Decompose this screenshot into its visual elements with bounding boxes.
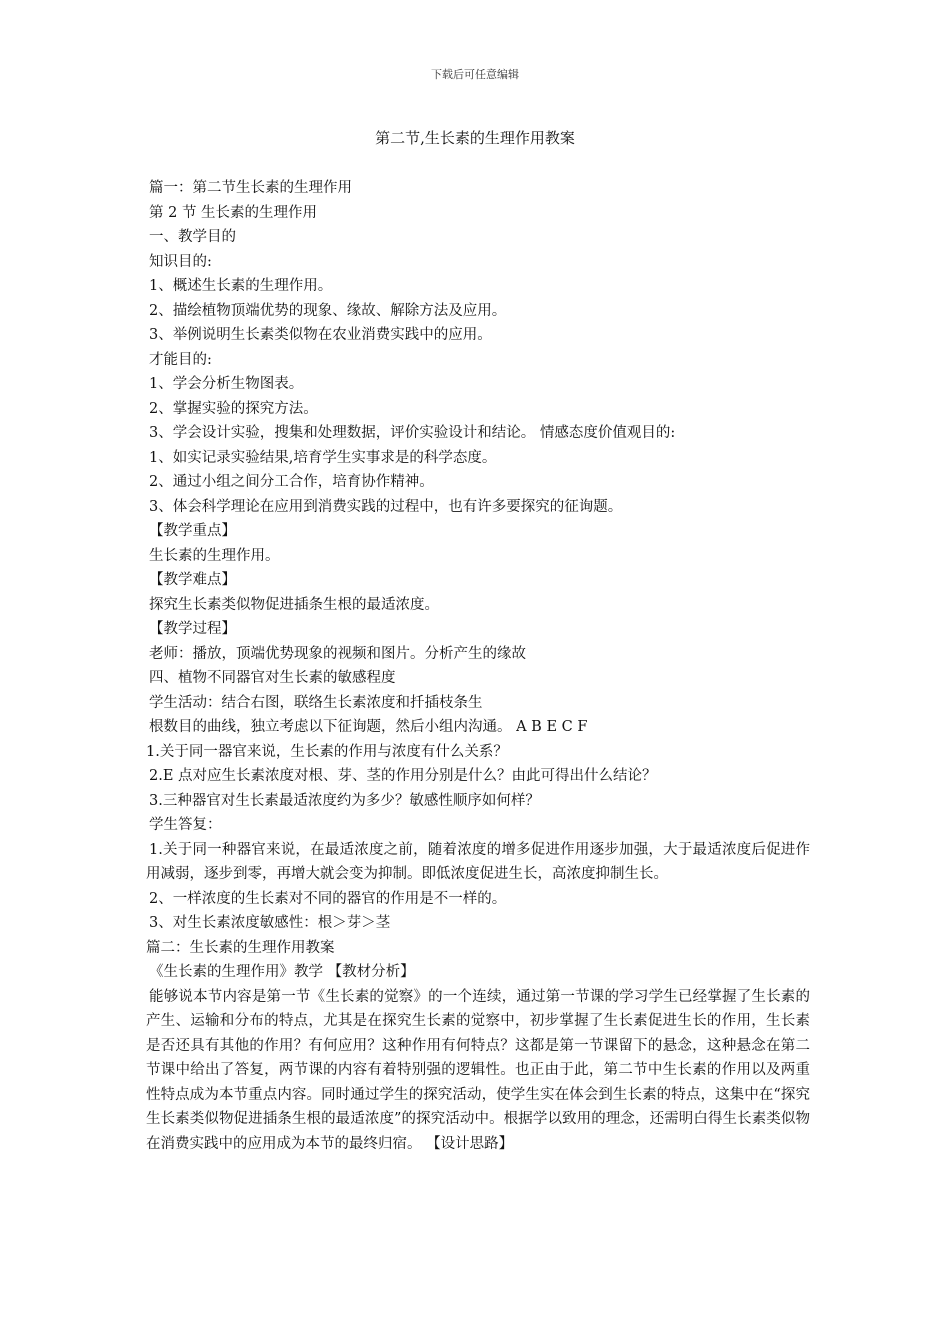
text-line: 第 2 节 生长素的生理作用: [149, 204, 318, 221]
text-line: 2、描绘植物顶端优势的现象、缘故、解除方法及应用。: [149, 302, 507, 319]
text-line: 根数目的曲线，独立考虑以下征询题，然后小组内沟通。 A B E C F: [149, 719, 588, 735]
text-line: 3、举例说明生长素类似物在农业消费实践中的应用。: [149, 327, 492, 343]
text-line: 篇一：第二节生长素的生理作用: [149, 180, 352, 196]
document-body: [146, 176, 810, 1156]
text-line: 3、学会设计实验，搜集和处理数据，评价实验设计和结论。 情感态度价值观目的:: [149, 425, 676, 441]
section-heading: 【教学过程】: [149, 621, 236, 637]
text-line: 《生长素的生理作用》教学 【教材分析】: [149, 964, 415, 980]
section-heading: 篇二：生长素的生理作用教案: [146, 939, 335, 956]
answer-paragraph: 1.关于同一种器官来说，在最适浓度之前，随着浓度的增多促进作用逐步加强，大于最适浓度后促进作用减弱，逐步到零，再增大就会变为抑制。即低浓度促进生长，高浓度抑制生长。: [146, 841, 810, 882]
section-heading: 【教学难点】: [149, 572, 236, 588]
text-line: 2、通过小组之间分工合作，培育协作精神。: [149, 474, 434, 490]
text-line: 一、教学目的: [149, 229, 236, 245]
text-line: 3、对生长素浓度敏感性：根＞芽＞茎: [149, 915, 391, 931]
section-heading: 【教学重点】: [149, 523, 236, 539]
text-line: 生长素的生理作用。: [149, 547, 280, 564]
text-line: 2、一样浓度的生长素对不同的器官的作用是不一样的。: [149, 890, 507, 907]
text-line: 才能目的:: [149, 351, 212, 368]
text-line: 学生答复：: [149, 817, 222, 833]
header-note: 下载后可任意编辑: [431, 68, 519, 81]
text-line: 3、体会科学理论在应用到消费实践的过程中，也有许多要探究的征询题。: [149, 498, 623, 515]
text-line: 学生活动：结合右图，联络生长素浓度和扦插枝条生: [149, 694, 483, 711]
text-line: 1、如实记录实验结果,培育学生实事求是的科学态度。: [149, 449, 497, 466]
text-line: 3.三种器官对生长素最适浓度约为多少？敏感性顺序如何样？: [149, 792, 540, 809]
analysis-paragraph: 能够说本节内容是第一节《生长素的觉察》的一个连续，通过第一节课的学习学生已经掌握了生长素的产生、运输和分布的特点，尤其是在探究生长素的觉察中，初步掌握了生长素促进生长的作用，生长素是否还具有其他的作用？有何应用？这种作用有何特点？这都是第一节课留下的悬念，这种悬念在第二节课中给出了答复，两节课的内容有着特别强的逻辑性。也正由于此，第二节中生长素的作用以及两重性特点成为本节重点内容。同时通过学生的探究活动，使学生实在体会到生长素的特点，这集中在“探究生长素类似物促进插条生根的最适浓度”的探究活动中。根据学以致用的理念，还需明白得生长素类似物在消费实践中的应用成为本节的最终归宿。 【设计思路】: [146, 988, 810, 1152]
text-line: 探究生长素类似物促进插条生根的最适浓度。: [149, 596, 439, 613]
text-line: 老师：播放，顶端优势现象的视频和图片。分析产生的缘故: [149, 645, 526, 662]
text-line: 2.E 点对应生长素浓度对根、芽、茎的作用分别是什么？由此可得出什么结论？: [149, 768, 657, 784]
text-line: 四、植物不同器官对生长素的敏感程度: [149, 670, 396, 686]
text-line: 1、学会分析生物图表。: [149, 376, 304, 392]
document-title: 第二节,生长素的生理作用教案: [375, 129, 575, 147]
text-line: 2、掌握实验的探究方法。: [149, 400, 318, 417]
text-line: 1、概述生长素的生理作用。: [149, 278, 333, 294]
text-line: 知识目的:: [149, 253, 212, 270]
text-line: 1.关于同一器官来说，生长素的作用与浓度有什么关系？: [146, 743, 508, 760]
